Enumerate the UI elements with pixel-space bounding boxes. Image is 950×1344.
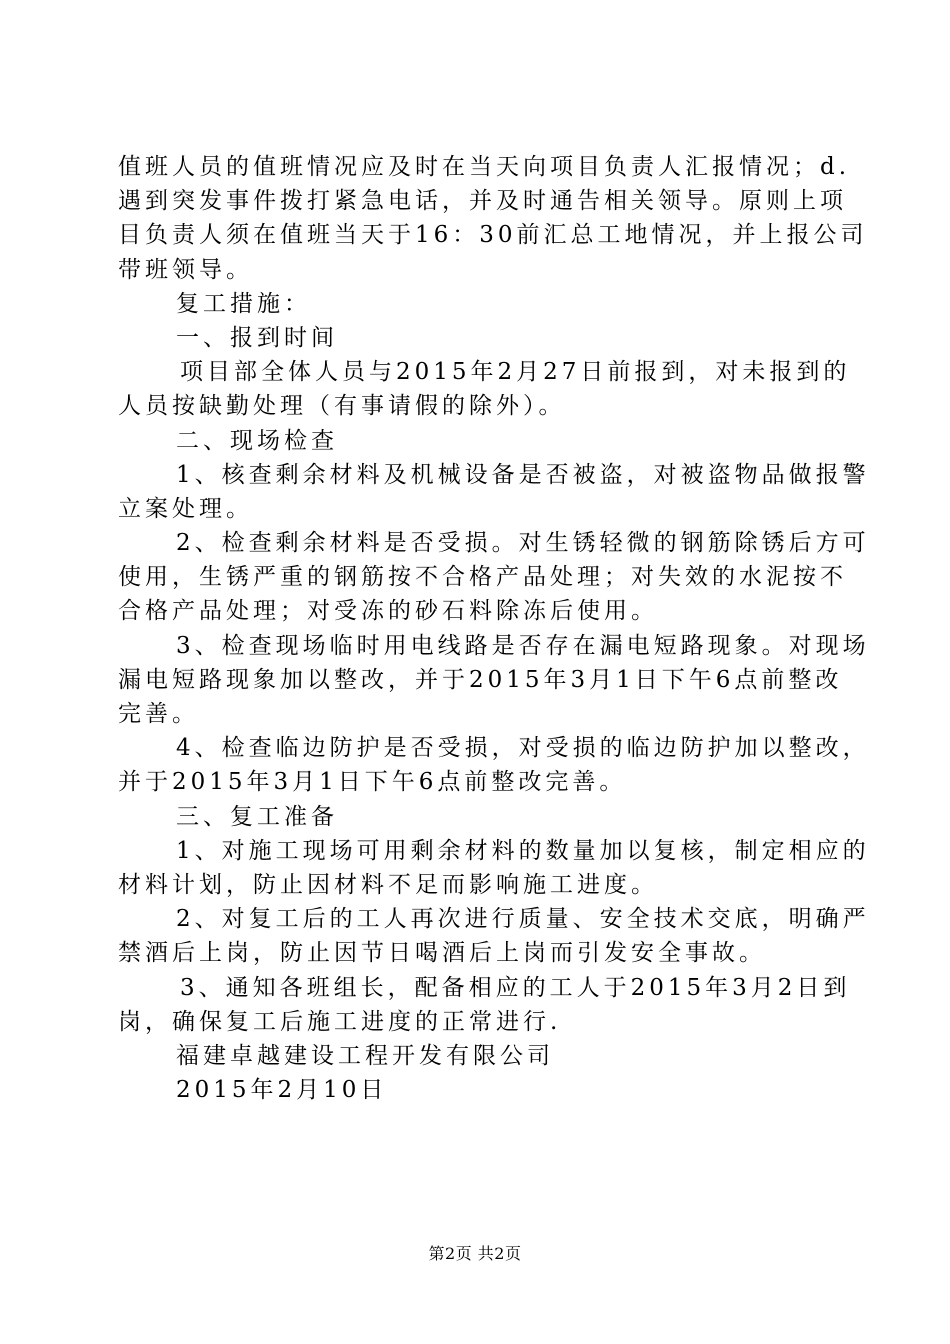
page-indicator: 第2页 共2页 (428, 1244, 522, 1263)
section-heading: 复工措施： (176, 290, 311, 317)
text-line: 遇到突发事件拨打紧急电话，并及时通告相关领导。原则上项 (118, 188, 847, 215)
text-line: 使用，生锈严重的钢筋按不合格产品处理；对失效的水泥按不 (118, 564, 847, 591)
text-line: 完善。 (118, 701, 199, 727)
document-date: 2015年2月10日 (176, 1077, 388, 1104)
text-line: 4、检查临边防护是否受损，对受损的临边防护加以整改， (176, 735, 870, 762)
text-line: 带班领导。 (118, 256, 253, 283)
section-heading: 三、复工准备 (176, 803, 338, 830)
text-line: 岗，确保复工后施工进度的正常进行. (118, 1008, 562, 1035)
text-line: 立案处理。 (118, 495, 253, 522)
text-line: 1、对施工现场可用剩余材料的数量加以复核，制定相应的 (176, 837, 870, 864)
text-line: 2、检查剩余材料是否受损。对生锈轻微的钢筋除锈后方可 (176, 530, 870, 557)
text-line: 人员按缺勤处理（有事请假的除外）。 (118, 393, 566, 420)
text-line: 材料计划，防止因材料不足而影响施工进度。 (118, 871, 658, 898)
page-footer (0, 1243, 950, 1265)
text-line: 1、核查剩余材料及机械设备是否被盗，对被盗物品做报警 (176, 461, 870, 488)
text-line: 2、对复工后的工人再次进行质量、安全技术交底，明确严 (176, 906, 870, 933)
section-heading: 一、报到时间 (176, 324, 338, 351)
text-line: 项目部全体人员与2015年2月27日前报到，对未报到的 (180, 359, 851, 386)
text-line: 值班人员的值班情况应及时在当天向项目负责人汇报情况；d. (118, 154, 851, 180)
text-line: 3、通知各班组长，配备相应的工人于2015年3月2日到 (180, 974, 851, 1001)
text-line: 漏电短路现象加以整改，并于2015年3月1日下午6点前整改 (118, 666, 843, 693)
text-line: 目负责人须在值班当天于16：30前汇总工地情况，并上报公司 (118, 222, 868, 249)
text-line: 并于2015年3月1日下午6点前整改完善。 (118, 769, 627, 796)
text-line: 合格产品处理；对受冻的砂石料除冻后使用。 (118, 598, 658, 625)
text-line: 3、检查现场临时用电线路是否存在漏电短路现象。对现场 (176, 632, 870, 659)
document-body (118, 150, 870, 1107)
section-heading: 二、现场检查 (176, 427, 338, 454)
company-name: 福建卓越建设工程开发有限公司 (176, 1042, 554, 1069)
text-line: 禁酒后上岗，防止因节日喝酒后上岗而引发安全事故。 (118, 940, 766, 967)
